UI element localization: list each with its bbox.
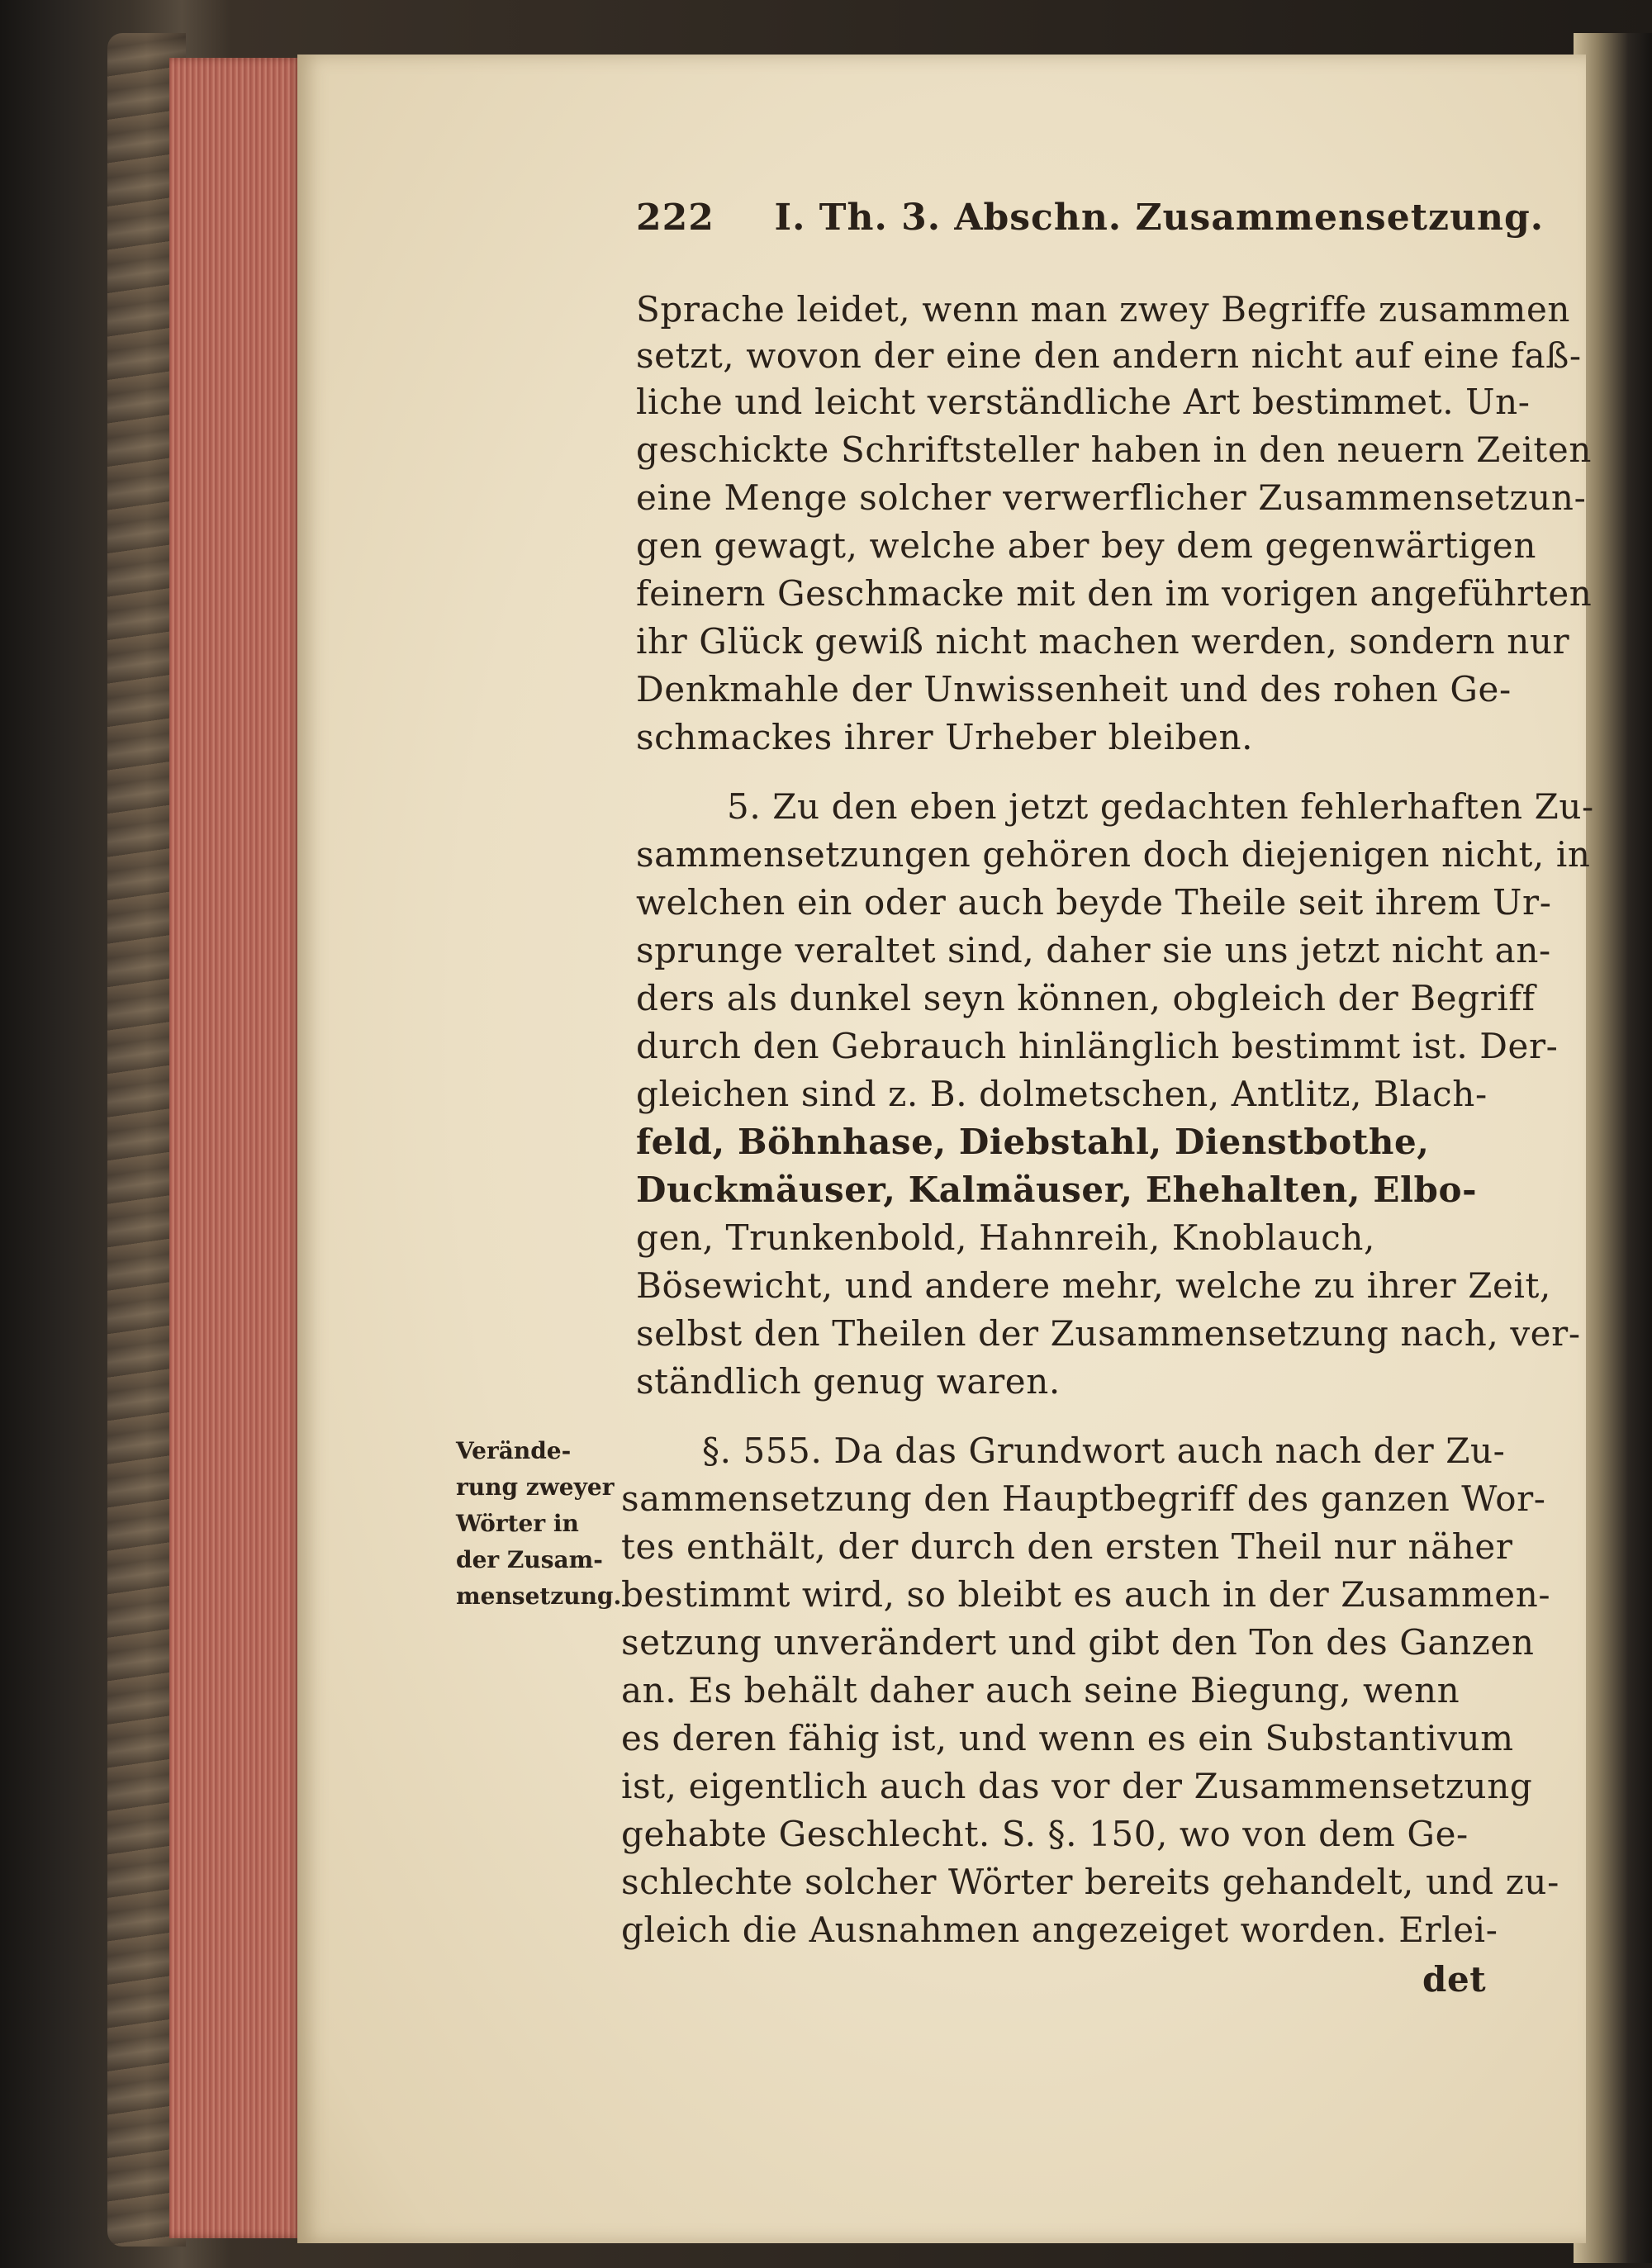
text-line: welchen ein oder auch beyde Theile seit ihrem Ur-	[636, 882, 1552, 923]
text-line: §. 555. Da das Grundwort auch nach der Zu-	[702, 1431, 1506, 1471]
text-line: gleich die Ausnahmen angezeiget worden. Erlei-	[621, 1910, 1498, 1950]
catchword: det	[1422, 1959, 1487, 2000]
text-line: durch den Gebrauch hinlänglich bestimmt ist. Der-	[636, 1026, 1559, 1066]
text-line: eine Menge solcher verwerflicher Zusammensetzun-	[636, 477, 1587, 518]
text-line: Duckmäuser, Kalmäuser, Ehehalten, Elbo-	[636, 1170, 1478, 1210]
text-line: geschickte Schriftsteller haben in den neuern Zeiten	[636, 429, 1593, 470]
text-line: Sprache leidet, wenn man zwey Begriffe zusammen	[636, 289, 1571, 330]
text-line: an. Es behält daher auch seine Biegung, wenn	[621, 1670, 1460, 1710]
text-line: schmackes ihrer Urheber bleiben.	[636, 717, 1254, 757]
text-line: setzt, wovon der eine den andern nicht auf eine faß-	[636, 335, 1582, 376]
text-line: ist, eigentlich auch das vor der Zusammensetzung	[621, 1766, 1533, 1806]
text-line: feinern Geschmacke mit den im vorigen angeführten	[636, 573, 1593, 614]
margin-note-line: Verände-	[456, 1437, 572, 1464]
text-line: Denkmahle der Unwissenheit und des rohen Ge-	[636, 669, 1512, 709]
text-line: gehabte Geschlecht. S. §. 150, wo von dem Ge-	[621, 1814, 1469, 1854]
margin-note-line: Wörter in	[456, 1510, 579, 1537]
text-line: selbst den Theilen der Zusammensetzung nach, ver-	[636, 1313, 1581, 1354]
text-line: setzung unverändert und gibt den Ton des Ganzen	[621, 1622, 1535, 1663]
text-line: ders als dunkel seyn können, obgleich der Begriff	[636, 978, 1536, 1018]
margin-note-line: mensetzung.	[456, 1582, 622, 1610]
text-line: gen, Trunkenbold, Hahnreih, Knoblauch,	[636, 1217, 1375, 1258]
text-line: ständlich genug waren.	[636, 1361, 1061, 1402]
text-line: gleichen sind z. B. dolmetschen, Antlitz, Blach-	[636, 1074, 1488, 1114]
text-line: liche und leicht verständliche Art bestimmet. Un-	[636, 382, 1531, 422]
text-line: ihr Glück gewiß nicht machen werden, sondern nur	[636, 621, 1570, 662]
running-title: I. Th. 3. Abschn. Zusammensetzung.	[774, 197, 1545, 239]
margin-note-line: der Zusam-	[456, 1546, 603, 1573]
text-line: gen gewagt, welche aber bey dem gegenwärtigen	[636, 525, 1537, 566]
text-line: sprunge veraltet sind, daher sie uns jetzt nicht an-	[636, 930, 1551, 970]
text-line: sammensetzungen gehören doch diejenigen nicht, in	[636, 834, 1591, 875]
text-line: schlechte solcher Wörter bereits gehandelt, und zu-	[621, 1862, 1559, 1902]
text-line: Bösewicht, und andere mehr, welche zu ihrer Zeit,	[636, 1265, 1551, 1306]
text-line: es deren fähig ist, und wenn es ein Substantivum	[621, 1718, 1514, 1758]
margin-note-line: rung zweyer	[456, 1473, 615, 1501]
text-line: sammensetzung den Hauptbegriff des ganzen Wor-	[621, 1478, 1546, 1519]
text-line: 5. Zu den eben jetzt gedachten fehlerhaften Zu-	[727, 786, 1594, 827]
text-line: tes enthält, der durch den ersten Theil nur näher	[621, 1526, 1513, 1567]
page-number: 222	[636, 197, 714, 239]
text-line: feld, Böhnhase, Diebstahl, Dienstbothe,	[636, 1122, 1430, 1162]
text-line: bestimmt wird, so bleibt es auch in der Zusammen-	[621, 1574, 1551, 1615]
